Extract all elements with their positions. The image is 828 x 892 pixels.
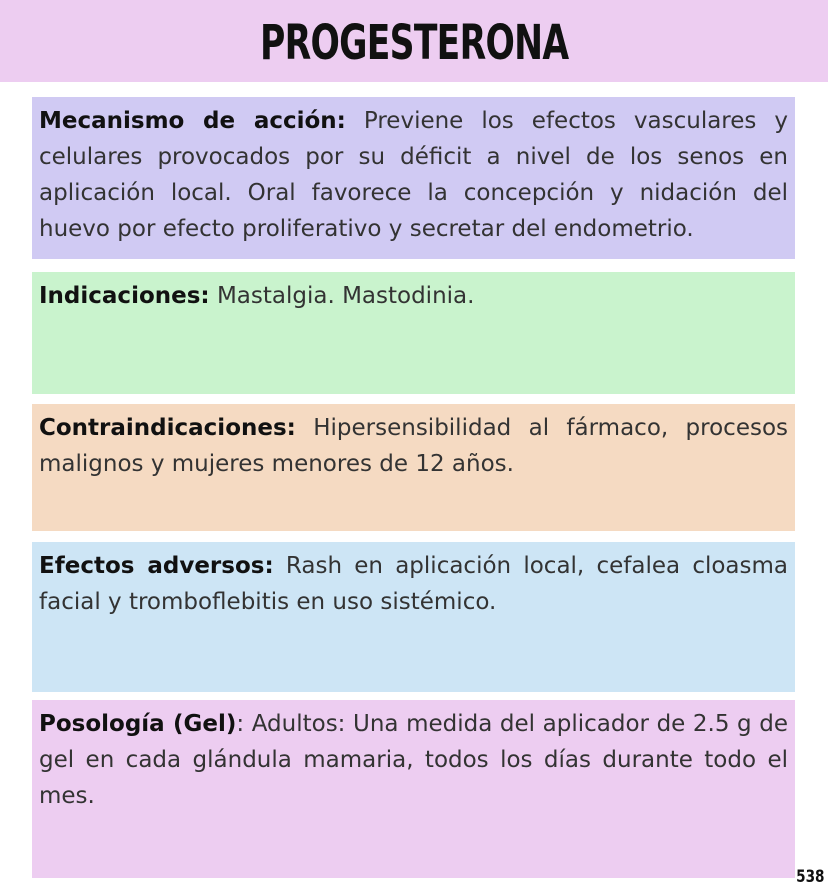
page-number: 538 (795, 867, 824, 887)
section-indicaciones (32, 272, 795, 394)
section-efectos-adversos (32, 542, 795, 692)
indicaciones-text: Mastalgia. Mastodinia. (216, 283, 475, 309)
mecanismo-text: Previene los efectos vasculares y celulares provocados por su déficit a nivel de los senos en aplicación local. Oral favorece la concepción y nidación del huevo por efecto proliferativo y secretar del endometrio. (39, 108, 789, 242)
mecanismo-label: Mecanismo de acción: (39, 108, 346, 134)
title-bar (0, 0, 828, 82)
indicaciones-label: Indicaciones: (39, 283, 210, 309)
posologia-label: Posología (Gel) (39, 711, 237, 737)
efectos-text: Rash en aplicación local, cefalea cloasma facial y tromboflebitis en uso sistémico. (39, 553, 789, 615)
section-contraindicaciones (32, 404, 795, 531)
section-posologia (32, 700, 795, 878)
posologia-text: : Adultos: Una medida del aplicador de 2.5 g de gel en cada glándula mamaria, todos los días durante todo el mes. (39, 711, 788, 809)
page-title: PROGESTERONA (259, 15, 569, 71)
section-mecanismo (32, 97, 795, 259)
efectos-label: Efectos adversos: (39, 553, 274, 579)
contraindicaciones-label: Contraindicaciones: (39, 415, 296, 441)
contraindicaciones-text: Hipersensibilidad al fármaco, procesos malignos y mujeres menores de 12 años. (39, 415, 789, 477)
